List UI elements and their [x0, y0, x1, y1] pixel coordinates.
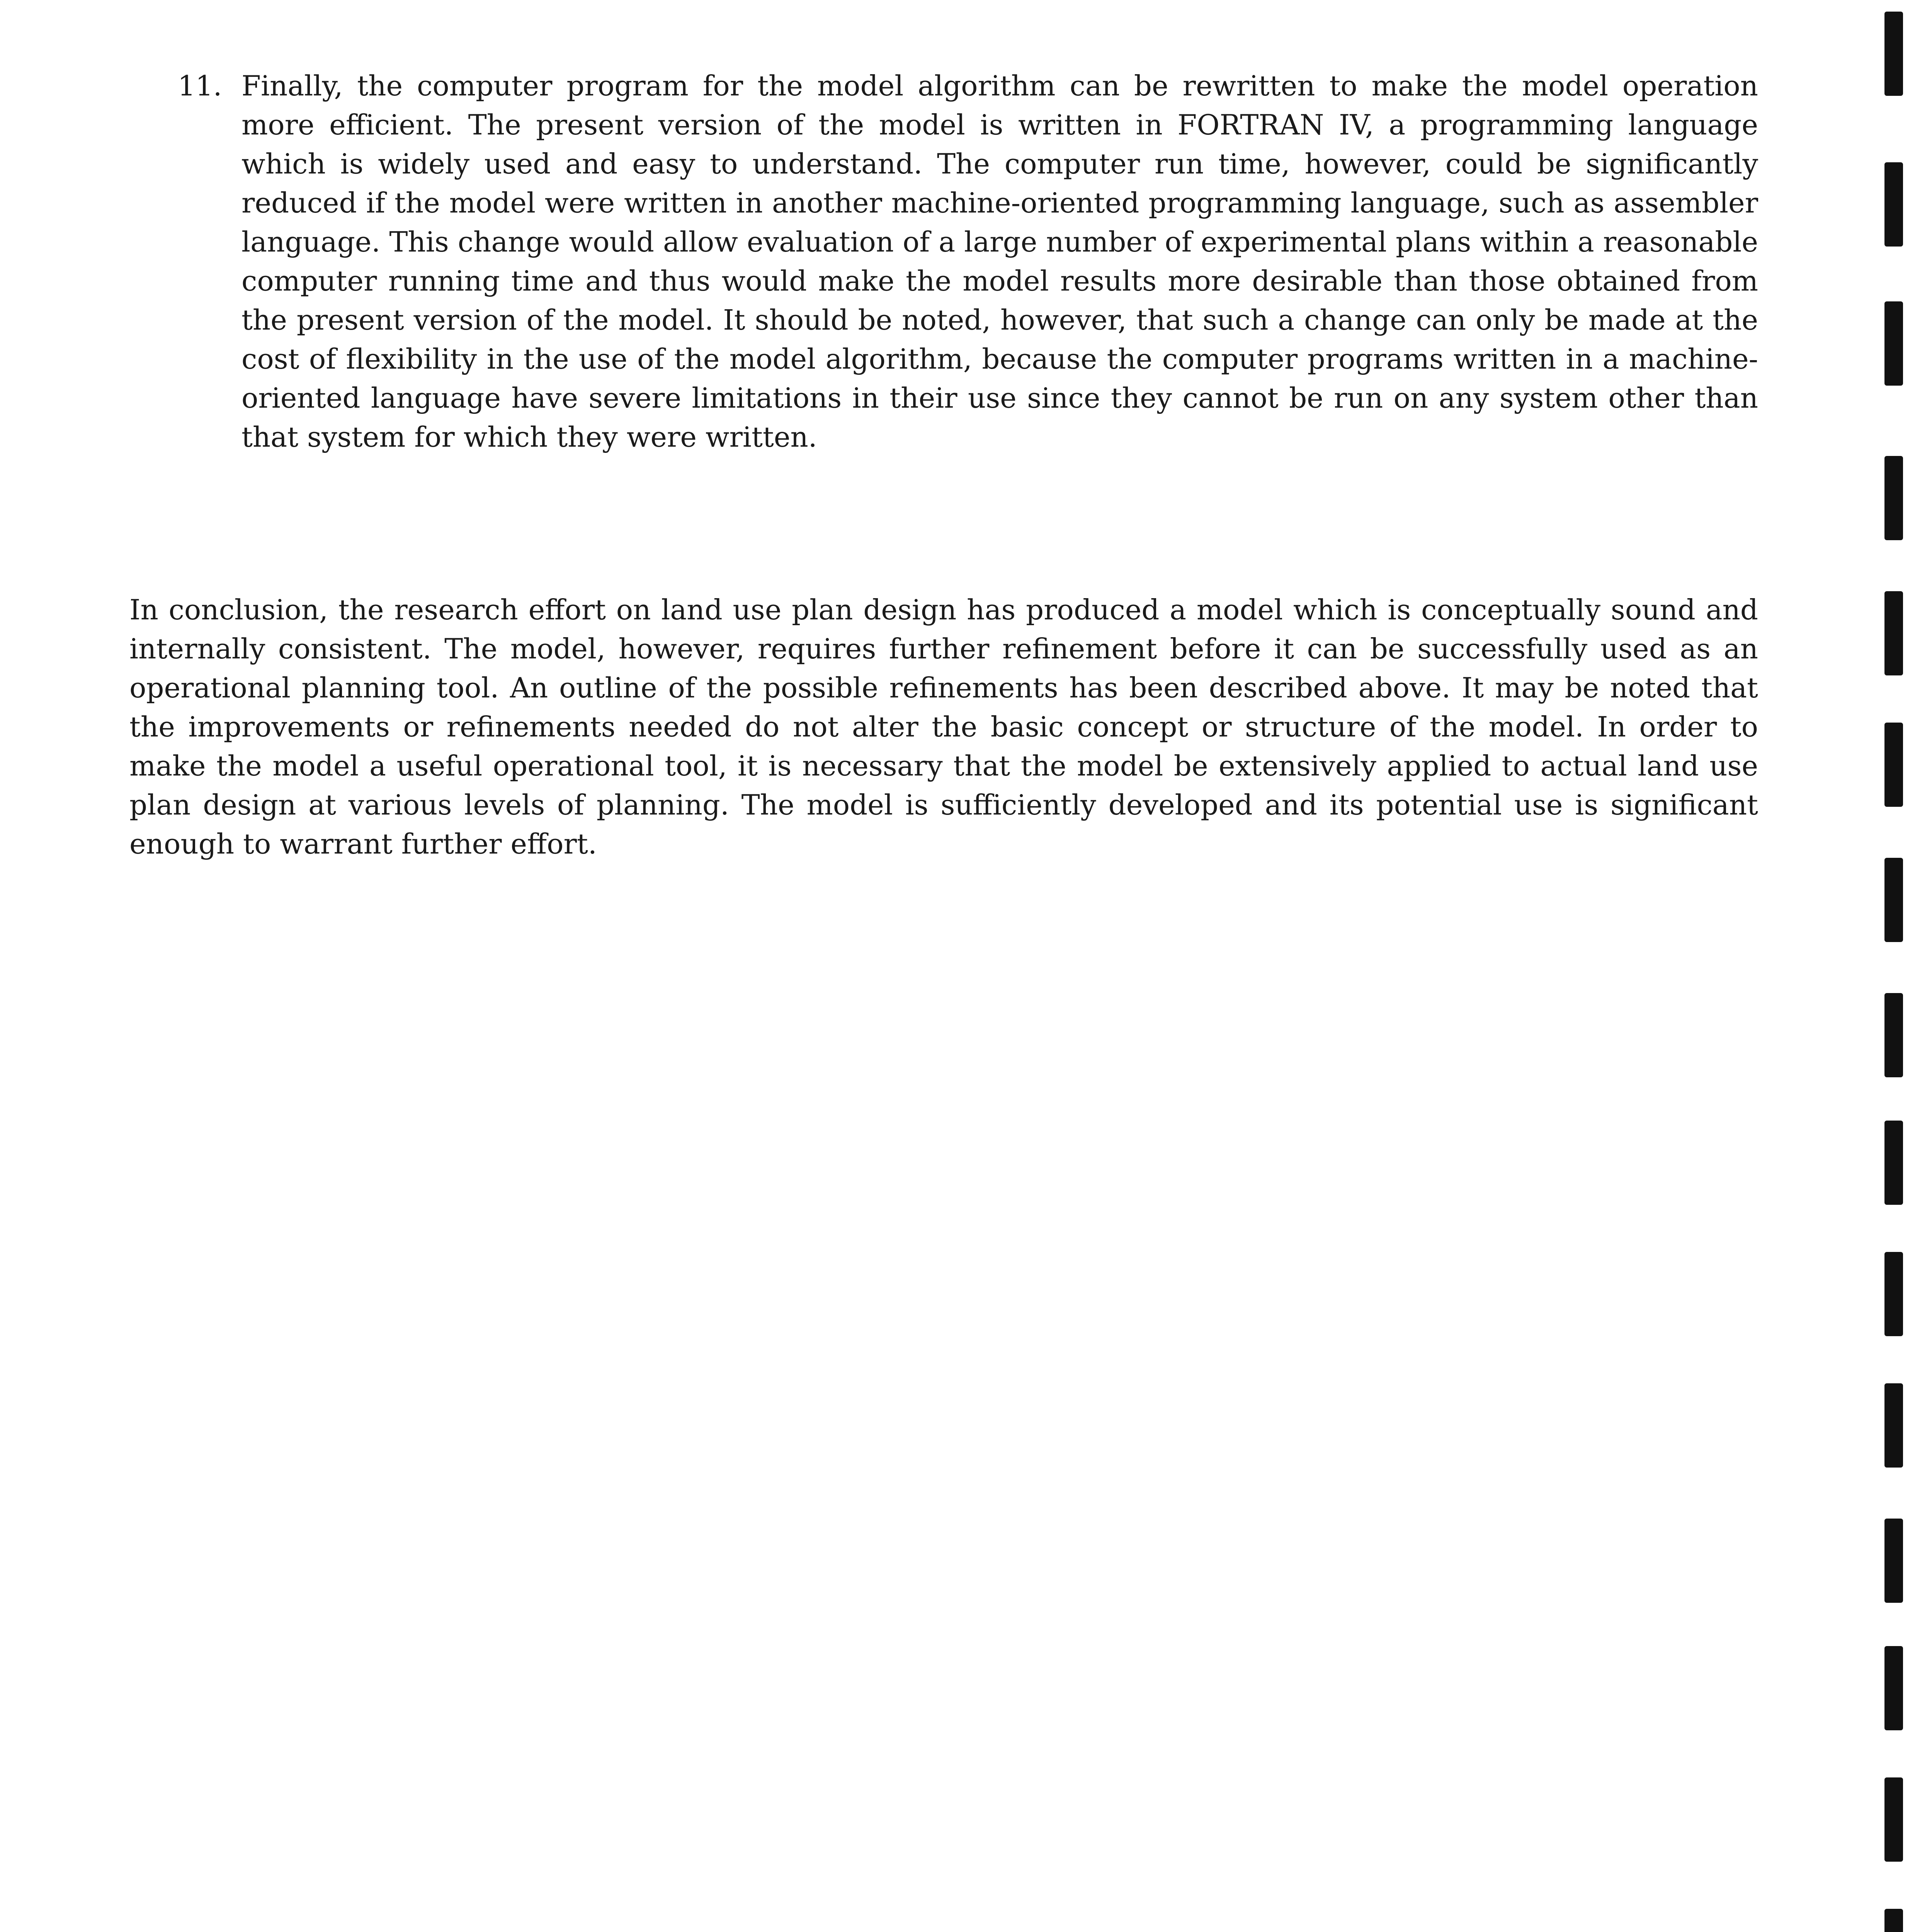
binding-mark — [1884, 1909, 1903, 1932]
binding-mark — [1884, 12, 1903, 96]
binding-mark — [1884, 723, 1903, 807]
binding-mark — [1884, 162, 1903, 247]
binding-mark — [1884, 1121, 1903, 1205]
binding-marks — [1884, 0, 1908, 1932]
binding-mark — [1884, 1383, 1903, 1468]
binding-mark — [1884, 301, 1903, 386]
binding-mark — [1884, 993, 1903, 1077]
list-item-number: 11. — [178, 70, 222, 102]
binding-mark — [1884, 1777, 1903, 1862]
binding-mark — [1884, 591, 1903, 675]
list-item-text: Finally, the computer program for the model algorithm can be rewritten to make the model operation more efficient. The present version of the model is written in FORTRAN IV, a programming language which is widely used and easy to understand. The computer run time, however, could be significantly reduced if the model were written in another machine-oriented programming language, such as assembler language. This change would allow evaluation of a large number of experimental plans within a reasonable computer running time and thus would make the model results more desirable than those obtained from the present version of the model. It should be noted, however, that such a change can only be made at the cost of flexibility in the use of the model algorithm, because the computer programs written in a machine-oriented language have severe limitations in their use since they cannot be run on any system other than that system for which they were written. — [242, 70, 1758, 453]
list-item-11 — [178, 66, 1758, 457]
binding-mark — [1884, 1646, 1903, 1730]
binding-mark — [1884, 858, 1903, 942]
binding-mark — [1884, 1519, 1903, 1603]
conclusion-paragraph: In conclusion, the research effort on land use plan design has produced a model which is conceptually sound and internally consistent. The model, however, requires further refinement before it can be successfully used as an operational planning tool. An outline of the possible refinements has been described above. It may be noted that the improvements or refinements needed do not alter the basic concept or structure of the model. In order to make the model a useful operational tool, it is necessary that the model be extensively applied to actual land use plan design at various levels of planning. The model is sufficiently developed and its potential use is significant enough to warrant further effort. — [129, 594, 1758, 860]
binding-mark — [1884, 456, 1903, 540]
binding-mark — [1884, 1252, 1903, 1336]
